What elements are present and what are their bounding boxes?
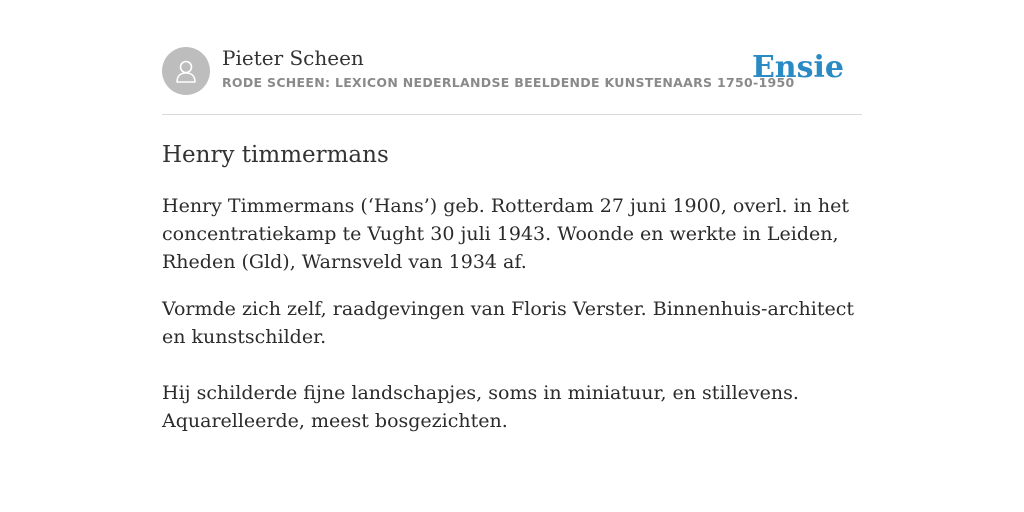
article-card (162, 38, 862, 435)
author-avatar[interactable] (162, 47, 210, 95)
article-paragraph: Hij schilderde fijne landschapjes, soms in miniatuur, en stillevens. Aquarelleerde, meest bosgezichten. (162, 382, 799, 432)
article-title: Henry timmermans (162, 142, 389, 168)
article-header (162, 38, 862, 115)
user-icon (171, 56, 201, 86)
source-title[interactable]: RODE SCHEEN: LEXICON NEDERLANDSE BEELDENDE KUNSTENAARS 1750-1950 (222, 75, 795, 90)
article-paragraph: Vormde zich zelf, raadgevingen van Floris Verster. Binnenhuis-architect en kunstschilder. (162, 298, 854, 348)
article-paragraph: Henry Timmermans (‘Hans’) geb. Rotterdam 27 juni 1900, overl. in het concentratiekamp te Vught 30 juli 1943. Woonde en werkte in Leiden, Rheden (Gld), Warnsveld van 1934 af. (162, 195, 850, 273)
author-name[interactable]: Pieter Scheen (222, 46, 364, 70)
ensie-logo[interactable]: Ensie (751, 50, 844, 85)
